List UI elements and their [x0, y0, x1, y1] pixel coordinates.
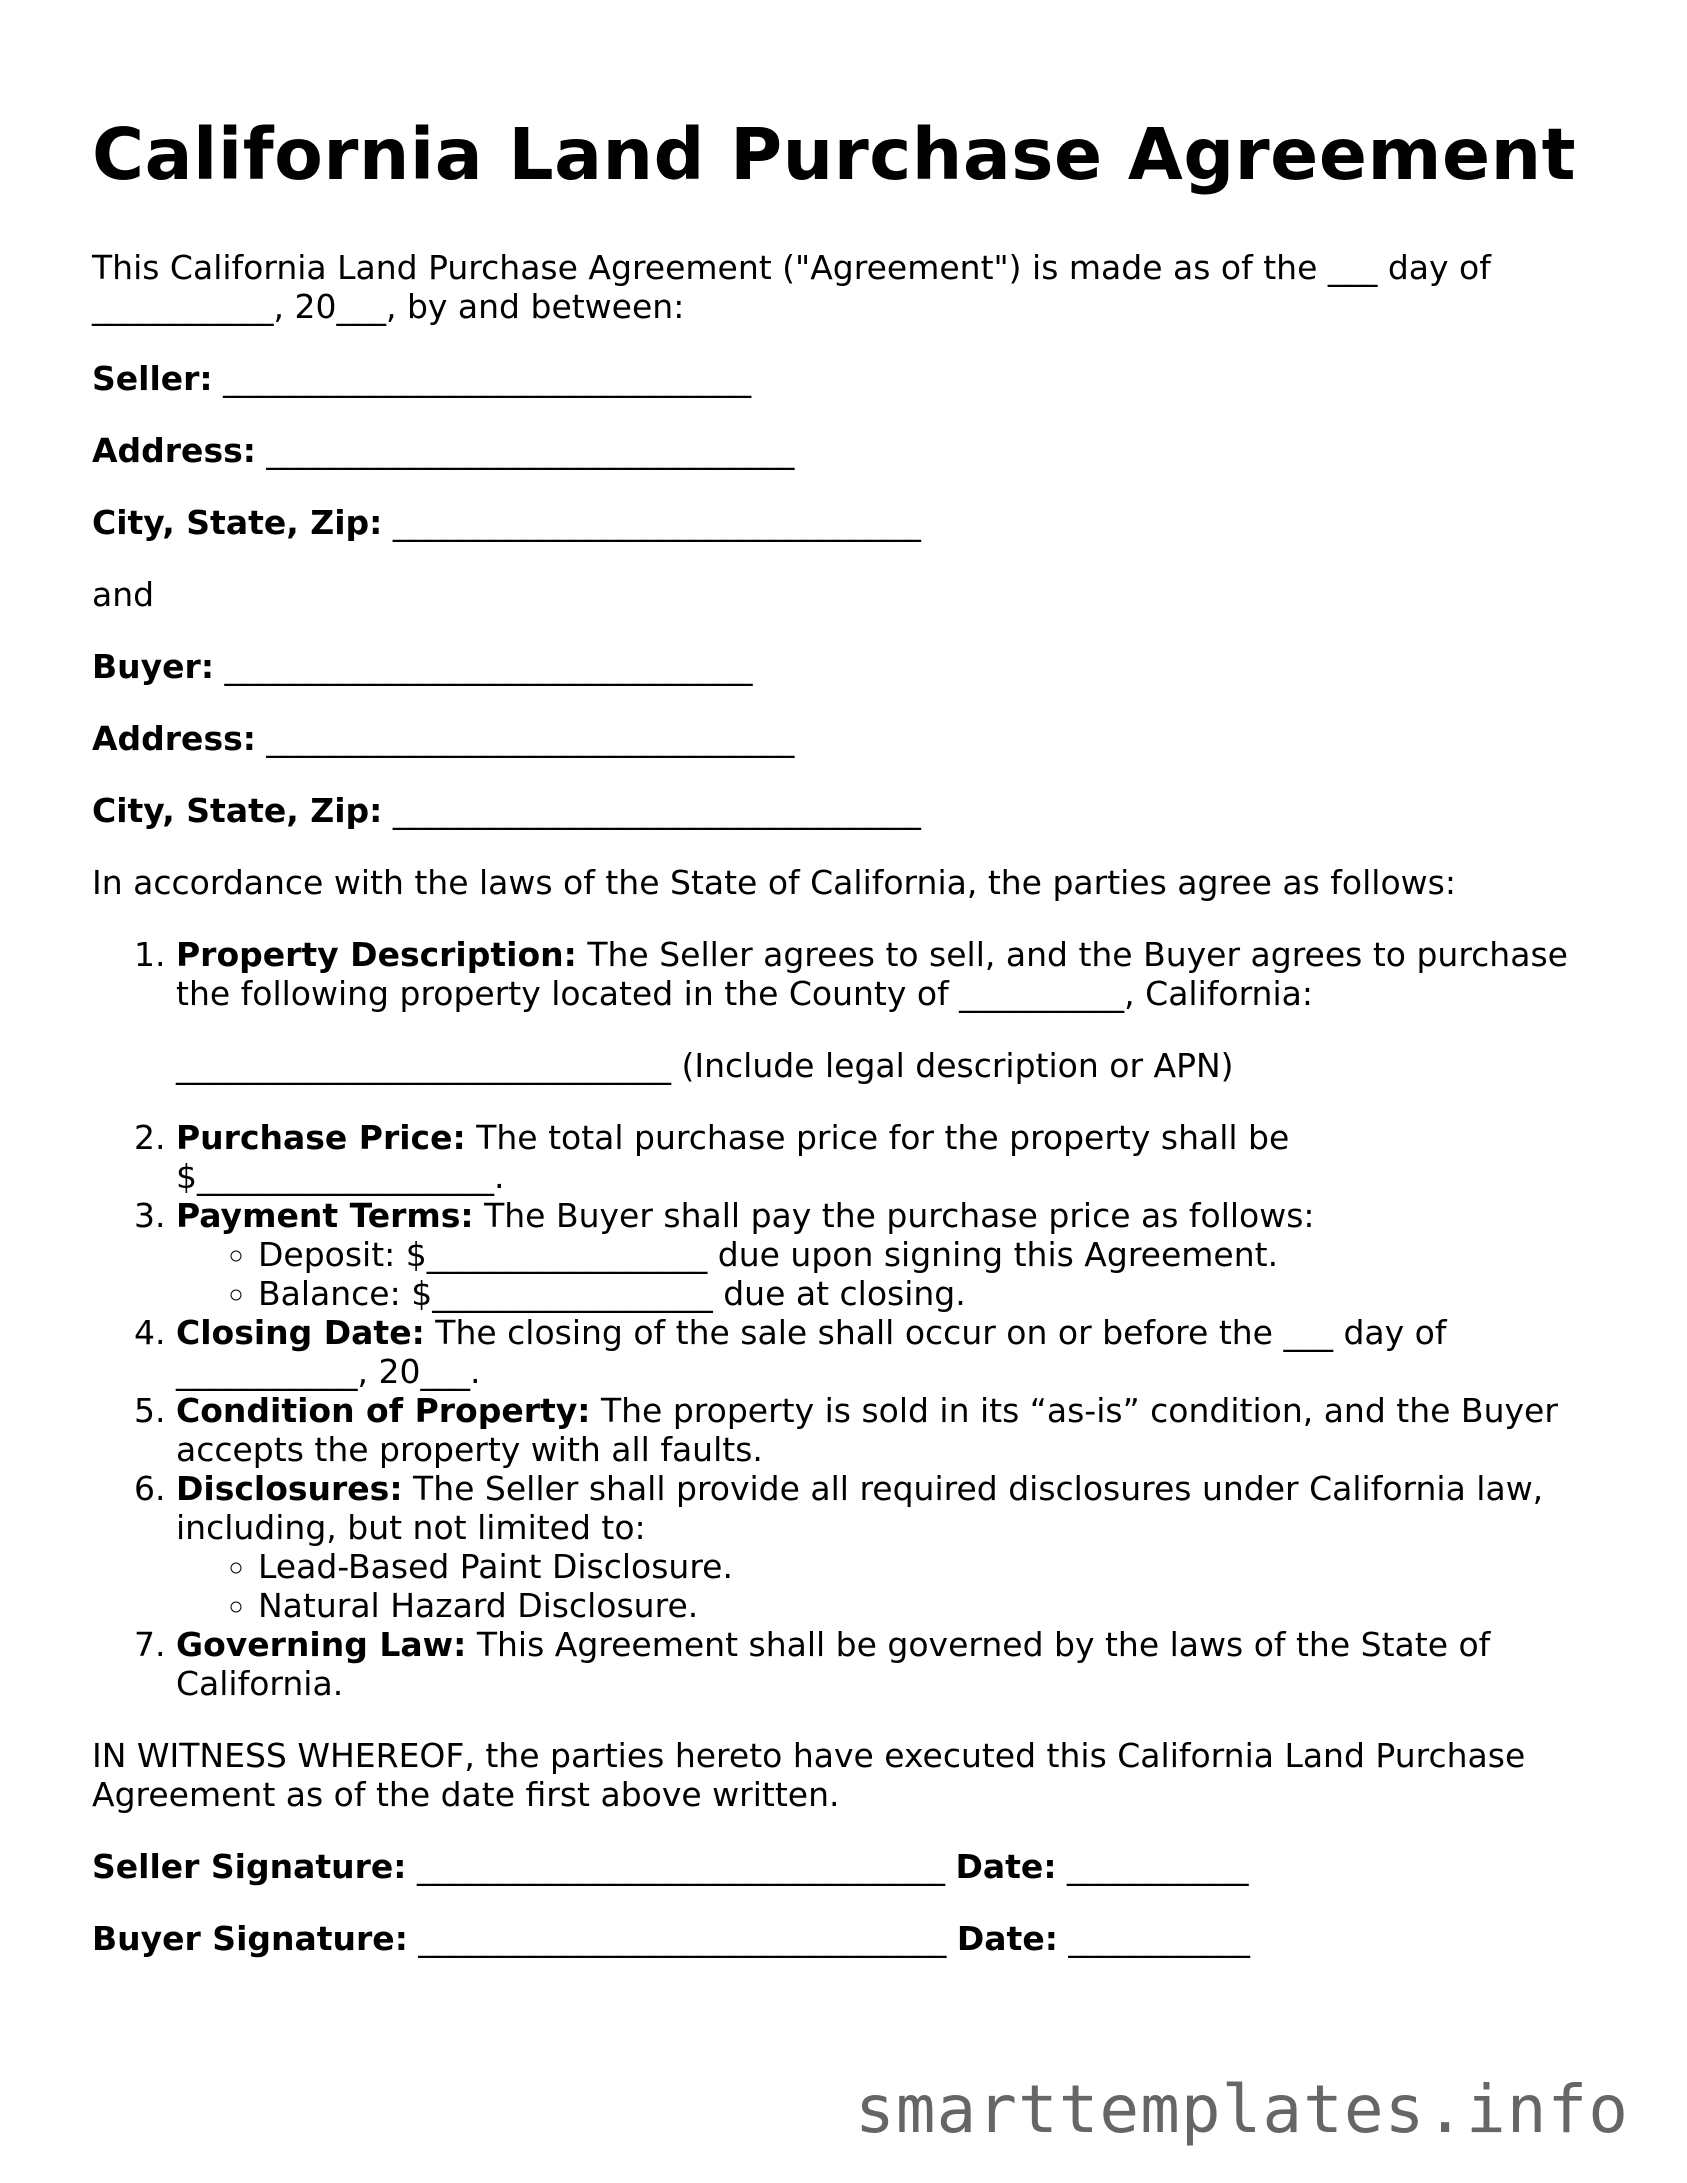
term-closing-text: The closing of the sale shall occur on or before the ___ day of ___________, 20___. [176, 1313, 1447, 1391]
seller-signature-blank: ________________________________ [417, 1847, 945, 1886]
term-payment [176, 1196, 1602, 1313]
seller-address-blank: ________________________________ [266, 431, 795, 470]
buyer-address-line [92, 719, 1602, 758]
payment-sublist [176, 1235, 1602, 1313]
seller-city-line [92, 503, 1602, 542]
buyer-address-blank: ________________________________ [266, 719, 795, 758]
terms-list [92, 935, 1602, 1703]
term-closing [176, 1313, 1602, 1391]
watermark: smarttemplates.info [855, 2071, 1629, 2148]
seller-city-label: City, State, Zip: [92, 503, 383, 542]
buyer-label: Buyer: [92, 647, 215, 686]
document-page [92, 110, 1602, 1991]
term-condition [176, 1391, 1602, 1469]
seller-signature-label: Seller Signature: [92, 1847, 407, 1886]
term-price-heading: Purchase Price: [176, 1118, 466, 1157]
page-title: California Land Purchase Agreement [92, 113, 1577, 196]
seller-line [92, 359, 1602, 398]
term-property-heading: Property Description: [176, 935, 577, 974]
disclosure-item-lead: ◦ Lead-Based Paint Disclosure. [258, 1547, 1602, 1586]
witness-paragraph: IN WITNESS WHEREOF, the parties hereto have executed this California Land Purchase Agreement as of the date first above written. [92, 1736, 1526, 1814]
accordance-paragraph: In accordance with the laws of the State of California, the parties agree as follows: [92, 863, 1456, 902]
intro-paragraph: This California Land Purchase Agreement ("Agreement") is made as of the ___ day of ___________, 20___, by and between: [92, 248, 1491, 326]
seller-date-label: Date: [955, 1847, 1057, 1886]
term-disclosures [176, 1469, 1602, 1625]
term-price-text: The total purchase price for the property shall be $__________________. [176, 1118, 1290, 1196]
payment-balance: ◦ Balance: $_________________ due at closing. [258, 1274, 1602, 1313]
term-condition-heading: Condition of Property: [176, 1391, 591, 1430]
seller-address-line [92, 431, 1602, 470]
buyer-date-label: Date: [956, 1919, 1058, 1958]
buyer-signature-blank: ________________________________ [418, 1919, 947, 1958]
term-payment-heading: Payment Terms: [176, 1196, 474, 1235]
buyer-date-blank: ___________ [1068, 1919, 1250, 1958]
disclosures-sublist [176, 1547, 1602, 1625]
term-payment-text: The Buyer shall pay the purchase price as follows: [484, 1196, 1315, 1235]
seller-address-label: Address: [92, 431, 256, 470]
seller-label: Seller: [92, 359, 213, 398]
disclosure-item-hazard: ◦ Natural Hazard Disclosure. [258, 1586, 1602, 1625]
buyer-line [92, 647, 1602, 686]
seller-city-blank: ________________________________ [392, 503, 921, 542]
term-property-text: The Seller agrees to sell, and the Buyer agrees to purchase the following property located in the County of __________, California: [176, 935, 1568, 1013]
seller-blank: ________________________________ [223, 359, 752, 398]
seller-signature-line [92, 1847, 1602, 1886]
buyer-city-blank: ________________________________ [392, 791, 921, 830]
term-law-heading: Governing Law: [176, 1625, 467, 1664]
term-disclosures-text: The Seller shall provide all required disclosures under California law, including, but not limited to: [176, 1469, 1544, 1547]
buyer-blank: ________________________________ [224, 647, 753, 686]
seller-date-blank: ___________ [1067, 1847, 1249, 1886]
and-text: and [92, 575, 155, 614]
term-law-text: This Agreement shall be governed by the laws of the State of California. [176, 1625, 1491, 1703]
payment-deposit: ◦ Deposit: $_________________ due upon signing this Agreement. [258, 1235, 1602, 1274]
term-property-legal: ______________________________ (Include legal description or APN) [176, 1046, 1234, 1085]
buyer-signature-line [92, 1919, 1602, 1958]
buyer-city-line [92, 791, 1602, 830]
buyer-signature-label: Buyer Signature: [92, 1919, 408, 1958]
term-price [176, 1118, 1602, 1196]
buyer-address-label: Address: [92, 719, 256, 758]
term-property [176, 935, 1602, 1085]
term-law [176, 1625, 1602, 1703]
term-closing-heading: Closing Date: [176, 1313, 425, 1352]
term-disclosures-heading: Disclosures: [176, 1469, 403, 1508]
buyer-city-label: City, State, Zip: [92, 791, 383, 830]
term-condition-text: The property is sold in its “as-is” condition, and the Buyer accepts the property with all faults. [176, 1391, 1558, 1469]
